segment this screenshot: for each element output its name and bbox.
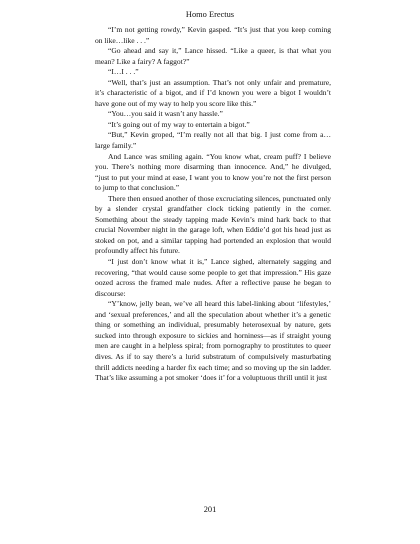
paragraph: “Well, that’s just an assumption. That’s not only unfair and premature, it’s characteristic of a bigot, and if I’d known you were a bigot I wouldn’t have gone out of my way to help you score like this.” [95,77,331,108]
paragraph: There then ensued another of those excruciating silences, punctuated only by a slender crystal grandfather clock ticking patiently in the corner. Something about the steady tapping made Kevin’s mind hark back to that crucial November night in the garage loft, when Eddie’d got his head just as stoked on pot, and a similar tapping had portended an explosion that would profoundly affect his future. [95,193,331,256]
paragraph: And Lance was smiling again. “You know what, cream puff? I believe you. There’s nothing more disarming than innocence. And,” he divulged, “just to put your mind at ease, I want you to know you’re not the first person to jump to that conclusion.” [95,151,331,193]
paragraph: “You…you said it wasn’t any hassle.” [108,109,223,119]
paragraph: “But,” Kevin groped, “I’m really not all that big. I just come from a…large family.” [95,130,331,151]
paragraph: “I…I . . .” [108,67,139,77]
running-head: Homo Erectus [185,10,235,19]
body-text [95,25,331,384]
paragraph: “Go ahead and say it,” Lance hissed. “Like a queer, is that what you mean? Like a fairy? A faggot?” [95,46,331,66]
paragraph: “Y’know, jelly bean, we’ve all heard this label-linking about ‘lifestyles,’ and ‘sexual preferences,’ and all the speculation about whether it’s a genetic thing or something an individual, presumably heterosexual by nature, gets sucked into through exposure to sickies and horniness—as if straight young men are caught in a helpless spiral; from pornography to prostitutes to queer dives. As if to say there’s a lurid substratum of compulsively masturbating thrill addicts needing a harder fix each time; and so moving up the sin ladder. That’s like assuming a pot smoker ‘does it’ for a voluptuous thrill until it just [95,299,331,383]
paragraph: “I’m not getting rowdy,” Kevin gasped. “It’s just that you keep coming on like…like . . .” [95,25,331,45]
page-number: 201 [203,505,217,514]
paragraph: “It’s going out of my way to entertain a bigot.” [108,119,250,129]
paragraph: “I just don’t know what it is,” Lance sighed, alternately sagging and recovering, “that would cause some people to get that impression.” His gaze oozed across the framed male nudes. After a reflective pause he began to discourse: [95,257,331,298]
